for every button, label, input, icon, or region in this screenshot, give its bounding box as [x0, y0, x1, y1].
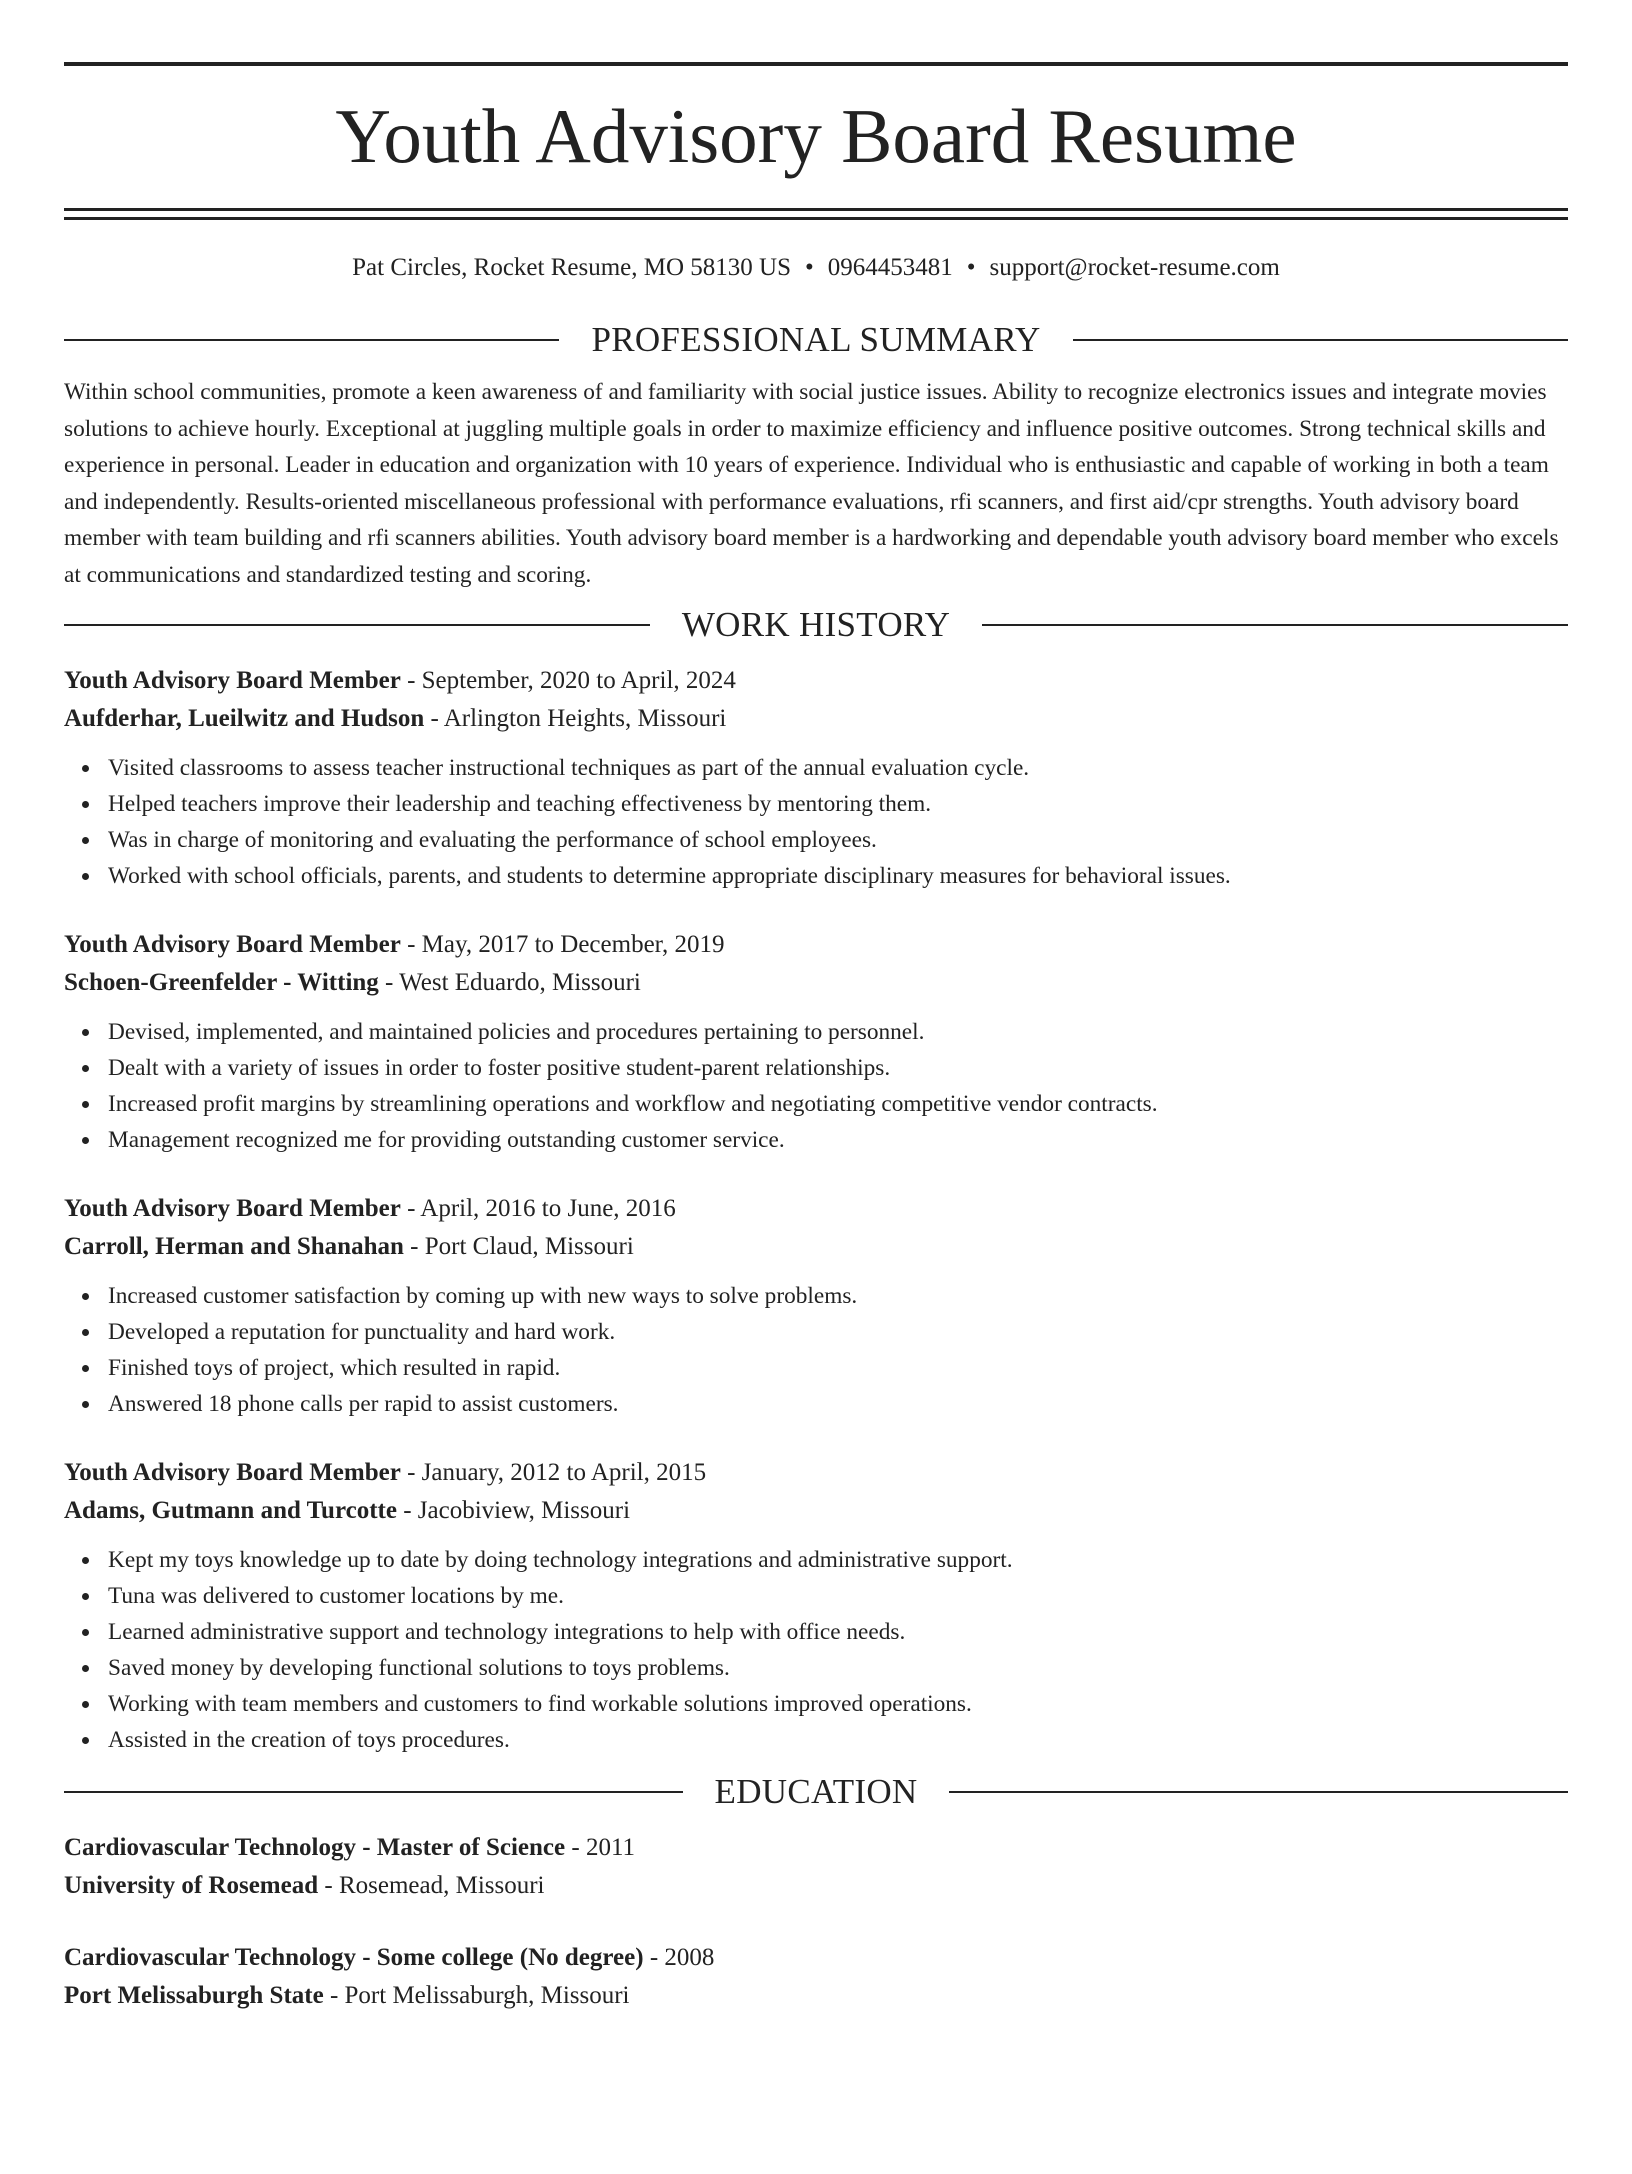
education-entry [64, 1939, 1568, 2015]
bullet-dot [82, 1593, 89, 1600]
job-bullets [64, 750, 1568, 894]
bullet-dot [82, 873, 89, 880]
job-title-line [64, 926, 1568, 964]
resume-page [0, 62, 1632, 2174]
bullet-text: Working with team members and customers to find workable solutions improved operations. [108, 1691, 972, 1717]
job-bullets [64, 1542, 1568, 1758]
bullet-text: Learned administrative support and technology integrations to help with office needs. [108, 1619, 906, 1645]
education-degree-line [64, 1829, 1568, 1867]
bullet-text: Increased profit margins by streamlining operations and workflow and negotiating competitive vendor contracts. [108, 1091, 1158, 1117]
job-bullet [108, 1278, 1568, 1314]
bullet-text: Devised, implemented, and maintained policies and procedures pertaining to personnel. [108, 1019, 925, 1045]
bullet-text: Developed a reputation for punctuality and hard work. [108, 1319, 616, 1345]
job-company: Carroll, Herman and Shanahan [64, 1233, 404, 1260]
job-bullets [64, 1014, 1568, 1158]
job-bullet [108, 1386, 1568, 1422]
job-bullet [108, 1086, 1568, 1122]
job-dates: - May, 2017 to December, 2019 [400, 931, 725, 958]
bullet-dot [82, 1401, 89, 1408]
work-section-heading [64, 603, 1568, 647]
work-heading-label: WORK HISTORY [681, 605, 951, 644]
job-location: - Jacobiview, Missouri [396, 1497, 631, 1524]
job-entry [64, 926, 1568, 1158]
bullet-text: Saved money by developing functional solutions to toys problems. [108, 1655, 730, 1681]
job-company-line [64, 1492, 1568, 1530]
summary-heading-label: PROFESSIONAL SUMMARY [591, 320, 1041, 359]
job-company-line [64, 700, 1568, 738]
bullet-text: Helped teachers improve their leadership and teaching effectiveness by mentoring them. [108, 791, 932, 817]
summary-text: Within school communities, promote a keen awareness of and familiarity with social justice issues. Ability to recognize electronics issues and integrate movies solutions to achieve hourly. Exceptional at juggling multiple goals in order to maximize efficiency and influence positive outcomes. Strong technical skills and experience in personal. Leader in education and organization with 10 years of experience. Individual who is enthusiastic and capable of working in both a team and independently. Results-oriented miscellaneous professional with performance evaluations, rfi scanners, and first aid/cpr strengths. Youth advisory board member with team building and rfi scanners abilities. Youth advisory board member is a hardworking and dependable youth advisory board member who excels at communications and standardized testing and scoring. [64, 379, 1559, 588]
bullet-dot [82, 1101, 89, 1108]
education-year: - 2011 [565, 1834, 636, 1861]
bullet-dot [82, 1293, 89, 1300]
bullet-dot [82, 1629, 89, 1636]
education-school: University of Rosemead [64, 1872, 319, 1899]
job-bullet [108, 1314, 1568, 1350]
bullet-dot [82, 1737, 89, 1744]
job-title-line [64, 1454, 1568, 1492]
education-section-heading [64, 1770, 1568, 1814]
bullet-text: Tuna was delivered to customer locations by me. [108, 1583, 564, 1609]
title-double-rule [64, 208, 1568, 220]
bullet-dot [82, 1665, 89, 1672]
bullet-text: Was in charge of monitoring and evaluating the performance of school employees. [108, 827, 877, 853]
job-dates: - April, 2016 to June, 2016 [400, 1195, 676, 1222]
job-company-line [64, 1228, 1568, 1266]
job-bullet [108, 1614, 1568, 1650]
job-bullet [108, 1122, 1568, 1158]
education-location: - Port Melissaburgh, Missouri [323, 1982, 630, 2009]
job-bullet [108, 1014, 1568, 1050]
heading-rule-right [949, 1791, 1568, 1793]
contact-address: Pat Circles, Rocket Resume, MO 58130 US [352, 254, 792, 281]
job-company: Adams, Gutmann and Turcotte [64, 1497, 397, 1524]
job-location: - Arlington Heights, Missouri [424, 705, 727, 732]
bullet-dot [82, 1065, 89, 1072]
job-title: Youth Advisory Board Member [64, 1459, 401, 1486]
job-entry [64, 662, 1568, 894]
education-school: Port Melissaburgh State [64, 1982, 324, 2009]
bullet-dot [82, 837, 89, 844]
bullet-text: Dealt with a variety of issues in order to foster positive student-parent relationships. [108, 1055, 891, 1081]
job-dates: - January, 2012 to April, 2015 [400, 1459, 707, 1486]
bullet-text: Kept my toys knowledge up to date by doing technology integrations and administrative support. [108, 1547, 1013, 1573]
job-bullet [108, 1542, 1568, 1578]
heading-rule-left [64, 624, 650, 626]
bullet-dot [82, 1701, 89, 1708]
education-degree-line [64, 1939, 1568, 1977]
bullet-text: Worked with school officials, parents, and students to determine appropriate disciplinary measures for behavioral issues. [108, 863, 1231, 889]
contact-separator: • [805, 254, 814, 281]
job-title: Youth Advisory Board Member [64, 931, 401, 958]
contact-phone: 0964453481 [827, 254, 953, 281]
job-bullet [108, 750, 1568, 786]
education-degree: Cardiovascular Technology - Some college (No degree) [64, 1944, 644, 1971]
job-bullet [108, 822, 1568, 858]
bullet-dot [82, 1137, 89, 1144]
top-rule [64, 62, 1568, 66]
job-bullet [108, 1578, 1568, 1614]
job-company: Aufderhar, Lueilwitz and Hudson [64, 705, 425, 732]
job-bullet [108, 1650, 1568, 1686]
education-school-line [64, 1867, 1568, 1905]
resume-title: Youth Advisory Board Resume [335, 93, 1297, 179]
job-location: - West Eduardo, Missouri [378, 969, 641, 996]
education-year: - 2008 [643, 1944, 715, 1971]
heading-rule-right [982, 624, 1568, 626]
bullet-text: Increased customer satisfaction by coming up with new ways to solve problems. [108, 1283, 858, 1309]
education-location: - Rosemead, Missouri [318, 1872, 545, 1899]
job-entry [64, 1454, 1568, 1758]
bullet-dot [82, 1329, 89, 1336]
job-bullet [108, 1722, 1568, 1758]
job-bullet [108, 1050, 1568, 1086]
job-bullet [108, 786, 1568, 822]
education-school-line [64, 1977, 1568, 2015]
job-company: Schoen-Greenfelder - Witting [64, 969, 379, 996]
job-dates: - September, 2020 to April, 2024 [400, 667, 736, 694]
bullet-text: Finished toys of project, which resulted in rapid. [108, 1355, 561, 1381]
heading-rule-left [64, 1791, 683, 1793]
bullet-dot [82, 1029, 89, 1036]
bullet-text: Management recognized me for providing outstanding customer service. [108, 1127, 785, 1153]
bullet-dot [82, 801, 89, 808]
job-bullet [108, 1686, 1568, 1722]
bullet-dot [82, 1365, 89, 1372]
contact-separator: • [966, 254, 976, 281]
summary-section-heading [64, 318, 1568, 362]
job-title-line [64, 662, 1568, 700]
bullet-text: Answered 18 phone calls per rapid to assist customers. [108, 1391, 619, 1417]
education-degree: Cardiovascular Technology - Master of Science [64, 1834, 566, 1861]
job-title: Youth Advisory Board Member [64, 667, 401, 694]
contact-line [64, 252, 1568, 284]
heading-rule-left [64, 339, 559, 341]
job-location: - Port Claud, Missouri [403, 1233, 634, 1260]
job-title-line [64, 1190, 1568, 1228]
job-company-line [64, 964, 1568, 1002]
contact-email: support@rocket-resume.com [989, 254, 1280, 281]
bullet-text: Assisted in the creation of toys procedures. [108, 1727, 510, 1753]
job-bullet [108, 1350, 1568, 1386]
education-entry [64, 1829, 1568, 1905]
bullet-dot [82, 765, 89, 772]
bullet-text: Visited classrooms to assess teacher instructional techniques as part of the annual evaluation cycle. [108, 755, 1030, 781]
bullet-dot [82, 1557, 89, 1564]
heading-rule-right [1073, 339, 1568, 341]
job-bullets [64, 1278, 1568, 1422]
job-bullet [108, 858, 1568, 894]
job-entry [64, 1190, 1568, 1422]
job-title: Youth Advisory Board Member [64, 1195, 401, 1222]
education-heading-label: EDUCATION [714, 1772, 918, 1811]
